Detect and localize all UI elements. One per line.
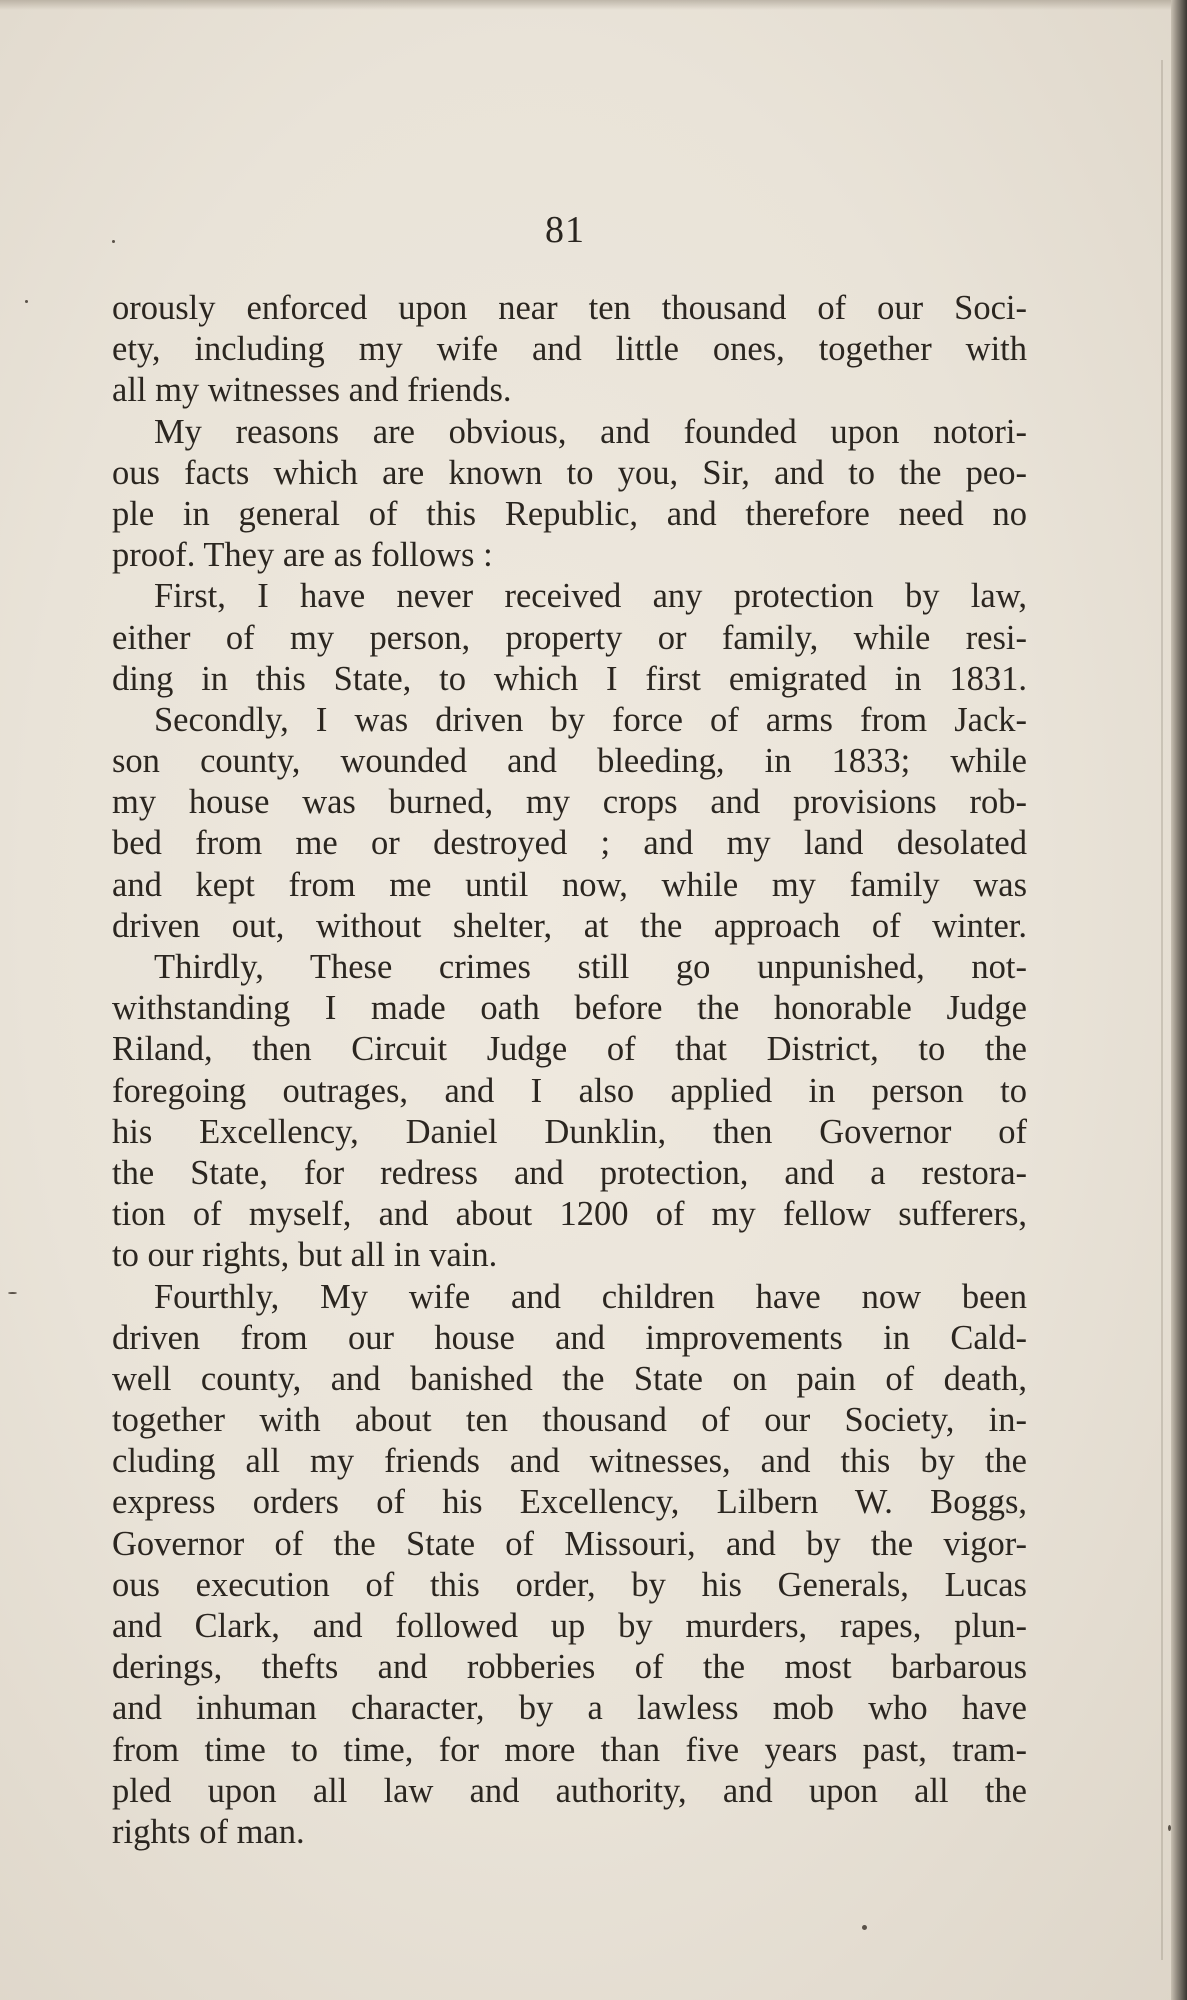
text-line: and kept from me until now, while my family was (112, 865, 1027, 904)
text-line: My reasons are obvious, and founded upon notori- (154, 412, 1027, 451)
text-line: driven out, without shelter, at the approach of winter. (112, 906, 1027, 945)
paper-speck (8, 1292, 17, 1294)
text-line: bed from me or destroyed ; and my land desolated (112, 824, 1027, 863)
text-line: ous facts which are known to you, Sir, and to the peo- (112, 453, 1027, 492)
paper-speck (25, 300, 28, 303)
text-line: either of my person, property or family, while resi- (112, 618, 1027, 657)
text-line: from time to time, for more than five years past, tram- (112, 1730, 1027, 1769)
text-line: son county, wounded and bleeding, in 1833; while (112, 742, 1027, 781)
text-line: withstanding I made oath before the honorable Judge (112, 989, 1027, 1028)
text-line: driven from our house and improvements in Cald- (112, 1318, 1027, 1357)
text-line: to our rights, but all in vain. (112, 1236, 498, 1275)
text-line: cluding all my friends and witnesses, and this by the (112, 1442, 1027, 1481)
page-binding-edge (1171, 0, 1187, 2000)
text-line: Governor of the State of Missouri, and by the vigor- (112, 1524, 1027, 1563)
text-line: orously enforced upon near ten thousand of our Soci- (112, 289, 1027, 327)
text-line: the State, for redress and protection, and a restora- (112, 1153, 1027, 1192)
body-text (112, 288, 1027, 1853)
text-line: Fourthly, My wife and children have now been (154, 1277, 1027, 1316)
text-line: and Clark, and followed up by murders, rapes, plun- (112, 1607, 1027, 1645)
text-line: foregoing outrages, and I also applied in person to (112, 1071, 1027, 1110)
text-line: tion of myself, and about 1200 of my fellow sufferers, (112, 1195, 1027, 1234)
text-line: Secondly, I was driven by force of arms from Jack- (154, 700, 1027, 739)
text-line: ety, including my wife and little ones, together with (112, 330, 1027, 369)
text-line: ple in general of this Republic, and therefore need no (112, 494, 1027, 533)
text-line: Riland, then Circuit Judge of that District, to the (112, 1030, 1027, 1069)
text-line: Thirdly, These crimes still go unpunished, not- (154, 948, 1027, 986)
paper-speck (112, 240, 115, 243)
text-line: pled upon all law and authority, and upon all the (112, 1771, 1027, 1810)
text-line: ding in this State, to which I first emigrated in 1831. (112, 659, 1027, 698)
text-line: all my witnesses and friends. (112, 371, 512, 410)
paper-speck (862, 1925, 867, 1930)
text-line: my house was burned, my crops and provisions rob- (112, 783, 1027, 822)
text-line: derings, thefts and robberies of the most barbarous (112, 1648, 1027, 1687)
paper-speck (1168, 1825, 1171, 1831)
text-line: together with about ten thousand of our Society, in- (112, 1401, 1027, 1440)
text-line: First, I have never received any protection by law, (154, 577, 1027, 616)
text-line: and inhuman character, by a lawless mob who have (112, 1689, 1027, 1728)
text-line: proof. They are as follows : (112, 536, 493, 575)
text-line: his Excellency, Daniel Dunklin, then Governor of (112, 1112, 1027, 1151)
top-edge-shadow (0, 0, 1187, 10)
text-line: express orders of his Excellency, Lilbern W. Boggs, (112, 1483, 1027, 1522)
page-number: 81 (545, 209, 585, 251)
text-line: rights of man. (112, 1812, 305, 1851)
text-line: ous execution of this order, by his Generals, Lucas (112, 1565, 1027, 1604)
text-line: well county, and banished the State on pain of death, (112, 1359, 1027, 1398)
gutter-crease (1161, 60, 1163, 1960)
